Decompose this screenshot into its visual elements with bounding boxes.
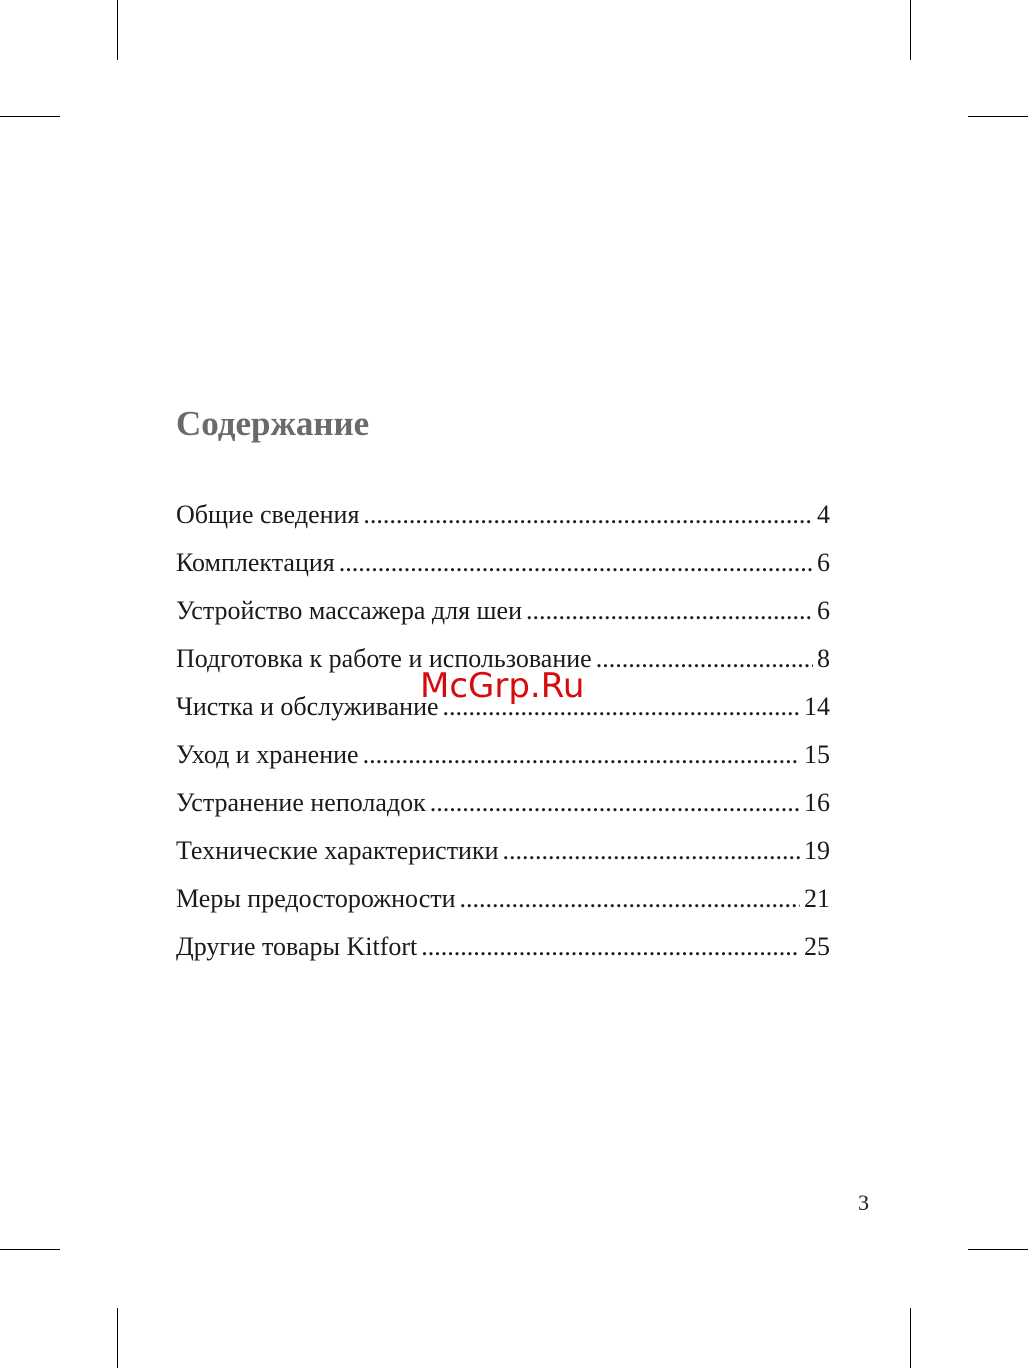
crop-mark-bottom-left-horizontal [0,1249,60,1250]
toc-entry-page: 6 [817,596,830,625]
toc-entry-page: 21 [804,884,830,913]
crop-mark-bottom-right-vertical [910,1308,911,1368]
crop-mark-top-left-horizontal [0,116,60,117]
toc-dot-leader [526,591,813,631]
toc-dot-leader [596,639,813,679]
toc-entry-page: 25 [804,932,830,961]
toc-entry-page: 15 [804,740,830,769]
page-number: 3 [858,1190,869,1215]
toc-entry-page: 8 [817,644,830,673]
toc-entry-label: Другие товары Kitfort [176,932,418,961]
toc-entry-page: 4 [817,500,830,529]
toc-entry[interactable] [176,735,830,783]
toc-dot-leader [430,783,800,823]
toc-entry[interactable] [176,927,830,975]
toc-entry-label: Устройство массажера для шеи [176,596,523,625]
toc-entry-label: Технические характеристики [176,836,499,865]
toc-dot-leader [421,927,800,967]
toc-entry[interactable] [176,591,830,639]
page-title: Содержание [176,404,370,443]
table-of-contents [176,495,830,975]
toc-dot-leader [460,879,800,919]
toc-entry-label: Комплектация [176,548,335,577]
toc-entry[interactable] [176,783,830,831]
toc-dot-leader [339,543,813,583]
toc-dot-leader [363,495,813,535]
toc-entry-label: Чистка и обслуживание [176,692,439,721]
toc-entry[interactable] [176,543,830,591]
toc-entry[interactable] [176,831,830,879]
crop-mark-top-right-horizontal [968,116,1028,117]
toc-entry-page: 16 [804,788,830,817]
toc-entry-page: 6 [817,548,830,577]
toc-dot-leader [503,831,800,871]
toc-entry-label: Меры предосторожности [176,884,456,913]
toc-entry-page: 14 [804,692,830,721]
toc-entry-label: Устранение неполадок [176,788,426,817]
toc-dot-leader [363,735,800,775]
crop-mark-top-right-vertical [910,0,911,60]
crop-mark-bottom-right-horizontal [968,1249,1028,1250]
toc-entry-page: 19 [804,836,830,865]
crop-mark-bottom-left-vertical [117,1308,118,1368]
toc-entry-label: Уход и хранение [176,740,359,769]
toc-entry[interactable] [176,495,830,543]
toc-entry[interactable] [176,879,830,927]
toc-entry-label: Общие сведения [176,500,360,529]
crop-mark-top-left-vertical [117,0,118,60]
watermark: McGrp.Ru [420,666,585,706]
toc-entry-label: Подготовка к работе и использование [176,644,592,673]
